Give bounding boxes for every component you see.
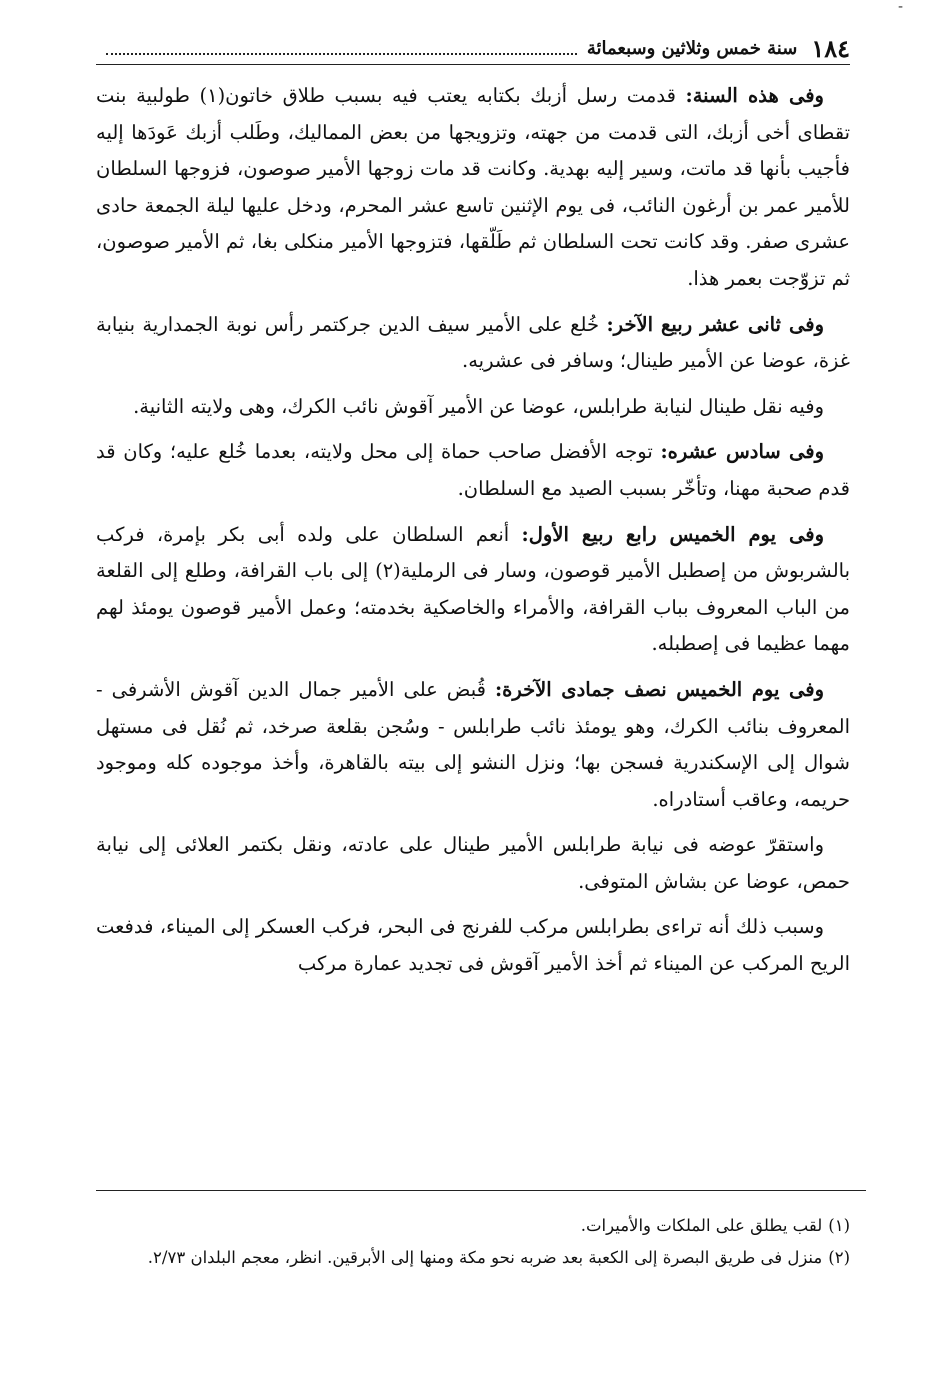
- paragraph-lead: وفى هذه السنة:: [685, 84, 824, 107]
- footnote: [96, 1242, 850, 1274]
- paragraph-text: قُبض على الأمير جمال الدين آقوش الأشرفى - المعروف بنائب الكرك، وهو يومئذ نائب طرابلس - وسُجن بقلعة صرخد، ثم نُقل فى مستهل شوال إلى الإسكندرية فسجن بها؛ ونزل النشو إلى بيته بالقاهرة، وأخذ موجوده كله وموجود حريمه، وعاقب أستادراه.: [96, 677, 850, 811]
- footnote-separator: [96, 1190, 866, 1191]
- body-text: [96, 78, 850, 992]
- paragraph-lead: وفى يوم الخميس رابع ربيع الأول:: [521, 522, 824, 546]
- footnote-text: لقب يطلق على الملكات والأميرات.: [580, 1216, 823, 1235]
- footnotes: [96, 1210, 850, 1274]
- page-header: [96, 34, 850, 65]
- paragraph: [96, 672, 850, 818]
- footnote: [96, 1210, 850, 1242]
- footnote-number: (٢): [828, 1248, 850, 1267]
- paragraph: [96, 517, 850, 663]
- paragraph-lead: وفى سادس عشره:: [660, 440, 825, 464]
- footnote-text: منزل فى طريق البصرة إلى الكعبة بعد ضربه نحو مكة ومنها إلى الأبرقين. انظر، معجم البلدان ٢/٧٣.: [147, 1248, 823, 1267]
- paragraph: [96, 909, 850, 982]
- paragraph-text: قدمت رسل أزبك بكتابه يعتب فيه بسبب طلاق خاتون(١) طولبية بنت تقطاى أخى أزبك، التى قدمت من جهته، وتزويجها من بعض المماليك، وطَلب أزبك عَودَها إليه فأجيب بأنها قد ماتت، وسير إليه بهدية. وكانت قد مات زوجها الأمير صوصون، فزوجها السلطان للأمير عمر بن أرغون النائب، فى يوم الإثنين تاسع عشر المحرم، ودخل عليها ليلة الجمعة حادى عشرى صفر. وقد كانت تحت السلطان ثم طَلّقها، فتزوجها الأمير منكلى بغا، ثم الأمير صوصون، ثم تزوّجت بعمر هذا.: [96, 84, 850, 290]
- page-number: ١٨٤: [811, 34, 850, 63]
- paragraph-text: وفيه نقل طينال لنيابة طرابلس، عوضا عن الأمير آقوش نائب الكرك، وهى ولايته الثانية.: [133, 394, 824, 418]
- header-dot-leader: [106, 53, 577, 55]
- paragraph-text: واستقرّ عوضه فى نيابة طرابلس الأمير طينال على عادته، ونقل بكتمر العلائى إلى نيابة حمص، عوضا عن بشاش المتوفى.: [96, 833, 850, 893]
- paragraph-lead: وفى ثانى عشر ربيع الآخر:: [606, 312, 824, 336]
- paragraph-text: خُلع على الأمير سيف الدين جركتمر رأس نوبة الجمدارية بنيابة غزة، عوضا عن الأمير طينال؛ وسافر فى عشريه.: [96, 312, 850, 373]
- footnote-number: (١): [828, 1216, 850, 1235]
- corner-mark: -: [898, 0, 904, 15]
- paragraph-lead: وفى يوم الخميس نصف جمادى الآخرة:: [494, 677, 825, 701]
- paragraph-text: توجه الأفضل صاحب حماة إلى محل ولايته، بعدما خُلع عليه؛ وكان قد قدم صحبة مهنا، وتأخّر بسبب الصيد مع السلطان.: [96, 440, 850, 500]
- paragraph-text: أنعم السلطان على ولده أبى بكر بإمرة، فركب بالشربوش من إصطبل الأمير قوصون، وسار فى الرملية(٢) إلى باب القرافة، وطلع إلى القلعة من الباب المعروف بباب القرافة، والأمراء والخاصكية بخدمته؛ وعمل الأمير قوصون يومئذ لهم مهما عظيما فى إصطبله.: [96, 522, 851, 656]
- paragraph: [96, 827, 850, 900]
- paragraph: [96, 389, 850, 426]
- paragraph: [96, 307, 850, 380]
- paragraph: [96, 78, 850, 298]
- paragraph-text: وسبب ذلك أنه تراءى بطرابلس مركب للفرنج فى البحر، فركب العسكر إلى الميناء، فدفعت الريح المركب عن الميناء ثم أخذ الأمير آقوش فى تجديد عمارة مركب: [96, 915, 850, 976]
- paragraph: [96, 434, 850, 507]
- running-title: سنة خمس وثلاثين وسبعمائة: [586, 38, 798, 59]
